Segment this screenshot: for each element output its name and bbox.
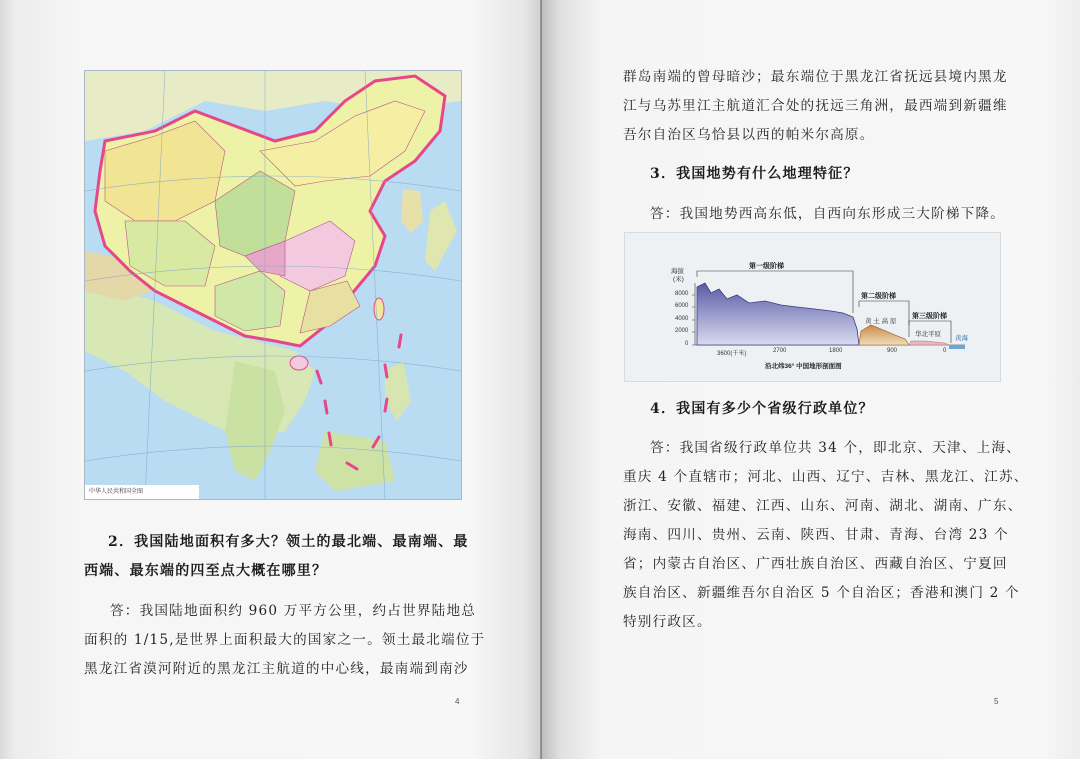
q2-answer-rest xyxy=(84,626,485,684)
q4-answer-line6: 族自治区、新疆维吾尔自治区 5 个自治区；香港和澳门 2 个 xyxy=(623,585,1020,601)
profile-y-tick-8000: 8000 xyxy=(675,291,689,297)
q2-answer-line2: 面积的 1/15,是世界上面积最大的国家之一。领土最北端位于 xyxy=(84,632,486,648)
profile-x-tick-900: 900 xyxy=(887,348,898,354)
q4-answer-rest xyxy=(623,463,1029,637)
q4-heading: 4．我国有多少个省级行政单位？ xyxy=(650,401,874,417)
map-caption: 中华人民共和国全图 xyxy=(85,485,199,499)
q3-heading: 3．我国地势有什么地理特征？ xyxy=(650,166,859,182)
profile-x-tick-2700: 2700 xyxy=(773,348,787,354)
profile-y-tick-2000: 2000 xyxy=(675,328,689,334)
q2-heading-line2: 西端、最东端的四至点大概在哪里？ xyxy=(84,563,328,579)
q2-heading-line1-block xyxy=(108,528,469,557)
q2-answer-line3: 黑龙江省漠河附近的黑龙江主航道的中心线，最南端到南沙 xyxy=(84,661,469,677)
china-map-illustration xyxy=(85,71,461,499)
profile-region1-label: 青 藏 高 原 xyxy=(741,285,806,292)
profile-y-tick-0: 0 xyxy=(685,341,689,347)
q4-answer-line3: 浙江、安徽、福建、江西、山东、河南、湖北、湖南、广东、 xyxy=(623,498,1023,514)
profile-step1-label: 第一级阶梯 xyxy=(749,263,784,270)
q2-heading-line2-block xyxy=(84,557,327,586)
profile-sea-label: 黄海 xyxy=(955,335,968,342)
q4-answer-line7: 特别行政区。 xyxy=(623,614,712,630)
profile-y-axis-title: 海拔 xyxy=(671,268,684,275)
continuation-line1: 群岛南端的曾母暗沙；最东端位于黑龙江省抚远县境内黑龙 xyxy=(623,69,1008,85)
profile-caption: 沿北纬36° 中国地形剖面图 xyxy=(765,363,842,370)
q4-answer-line1-block xyxy=(650,434,1021,463)
continuation-line2: 江与乌苏里江主航道汇合处的抚远三角洲，最西端到新疆维 xyxy=(623,98,1008,114)
q2-answer-line1-block xyxy=(110,597,476,626)
profile-x-tick-3600: 3600(千米) xyxy=(717,351,747,357)
q2-answer-line1: 答：我国陆地面积约 960 万平方公里，约占世界陆地总 xyxy=(110,603,477,619)
profile-step2-label: 第二级阶梯 xyxy=(861,293,896,300)
profile-x-tick-0: 0 xyxy=(943,348,947,354)
q2-heading-line1: 2．我国陆地面积有多大？领土的最北端、最南端、最 xyxy=(108,534,469,550)
profile-step3-label: 第三级阶梯 xyxy=(912,313,947,320)
profile-y-tick-4000: 4000 xyxy=(675,316,689,322)
profile-region3-label: 华北平原 xyxy=(915,331,941,338)
profile-y-axis-unit: (米) xyxy=(673,276,684,283)
q4-heading-block xyxy=(650,395,874,424)
q4-answer-line2: 重庆 4 个直辖市；河北、山西、辽宁、吉林、黑龙江、江苏、 xyxy=(623,469,1029,485)
terrain-profile-figure xyxy=(624,232,1001,382)
q3-answer-block xyxy=(650,200,1005,229)
profile-x-tick-1800: 1800 xyxy=(829,348,843,354)
page-number-left: 4 xyxy=(455,697,460,706)
page-number-right: 5 xyxy=(994,697,999,706)
profile-region2-label: 黄 土 高 原 xyxy=(865,318,897,325)
china-map-figure xyxy=(84,70,462,500)
q4-answer-line4: 海南、四川、贵州、云南、陕西、甘肃、青海、台湾 23 个 xyxy=(623,527,1009,543)
q3-heading-block xyxy=(650,160,859,189)
profile-y-tick-6000: 6000 xyxy=(675,303,689,309)
q4-answer-line5: 省；内蒙古自治区、广西壮族自治区、西藏自治区、宁夏回 xyxy=(623,556,1008,572)
continuation-paragraph xyxy=(623,63,1008,150)
q4-answer-line1: 答：我国省级行政单位共 34 个，即北京、天津、上海、 xyxy=(650,440,1021,456)
q3-answer: 答：我国地势西高东低，自西向东形成三大阶梯下降。 xyxy=(650,206,1006,222)
continuation-line3: 吾尔自治区乌恰县以西的帕米尔高原。 xyxy=(623,127,875,143)
